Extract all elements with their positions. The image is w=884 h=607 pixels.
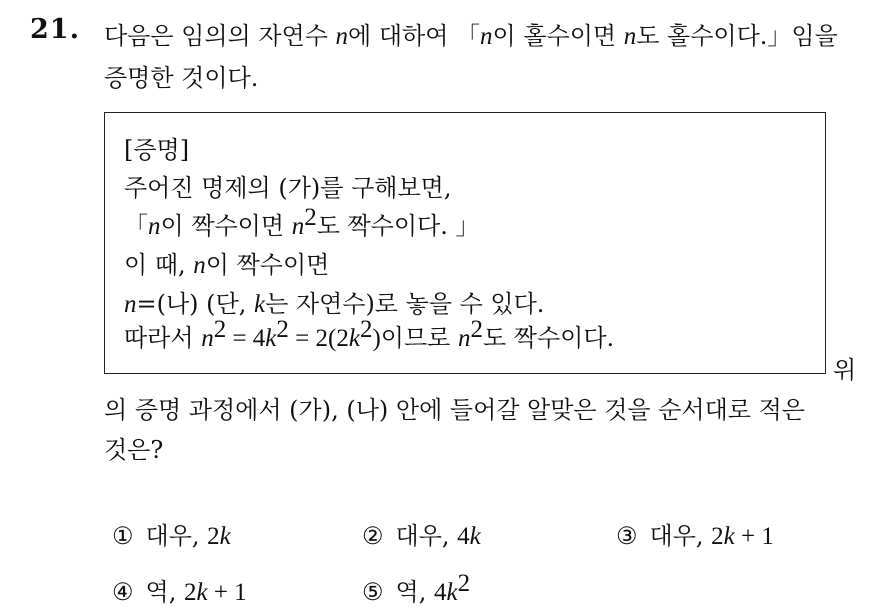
- option-expr-num: 2: [207, 523, 220, 550]
- option-expr-var: k: [219, 523, 231, 550]
- var-k: k: [348, 325, 360, 352]
- var-n: n: [623, 23, 637, 50]
- exponent: 2: [359, 316, 373, 343]
- proof-text: 도 짝수이다.: [316, 212, 456, 240]
- option-marker: ⑤: [362, 578, 384, 606]
- equation-part: ): [372, 325, 381, 352]
- bracket-open: 「: [456, 22, 481, 50]
- proof-line-1: 주어진 명제의 (가)를 구해보면,: [124, 174, 452, 202]
- var-n: n: [335, 23, 349, 50]
- option-marker: ③: [616, 522, 638, 550]
- var-n: n: [457, 325, 471, 352]
- option-2[interactable]: [362, 516, 481, 551]
- equation-part: = 4: [226, 325, 266, 352]
- stem-text: 다음은 임의의 자연수: [104, 22, 336, 50]
- question-tail-wi: 위: [833, 356, 857, 384]
- option-expr-num: 2: [711, 523, 724, 550]
- proof-line-3: [124, 245, 329, 280]
- option-word: 대우,: [649, 522, 712, 550]
- proof-line-2: [124, 206, 480, 241]
- question-stem-line-2: 증명한 것이다.: [104, 64, 259, 92]
- option-expr-rest: + 1: [734, 523, 774, 550]
- var-n: n: [124, 291, 137, 318]
- option-marker: ②: [362, 522, 384, 550]
- option-word: 역,: [145, 578, 184, 606]
- proof-line-4: [124, 284, 544, 319]
- proof-text: 이므로: [380, 324, 458, 352]
- option-word: 역,: [395, 578, 434, 606]
- proof-text: 이 짝수이면: [205, 251, 330, 279]
- option-expr-num: 4: [433, 579, 447, 606]
- option-expr-num: 2: [183, 579, 197, 606]
- option-expr-var: k: [446, 579, 458, 606]
- proof-text: 이 짝수이면: [160, 212, 292, 240]
- option-word: 대우,: [395, 522, 458, 550]
- exponent: 2: [304, 204, 317, 231]
- stem-text: 임을: [791, 22, 838, 50]
- option-expr-num: 4: [457, 523, 470, 550]
- equation-part: = 2(2: [288, 325, 349, 352]
- var-n: n: [193, 252, 206, 279]
- stem-text: 에 대하여: [348, 22, 457, 50]
- proof-line-5: [124, 318, 614, 353]
- question-ask-line-2: 것은?: [104, 436, 164, 464]
- option-expr-var: k: [723, 523, 735, 550]
- proof-heading: [증명]: [124, 136, 190, 164]
- bracket-open: 「: [124, 212, 148, 240]
- option-exponent: 2: [457, 570, 471, 597]
- option-expr-rest: + 1: [207, 579, 247, 606]
- var-k: k: [265, 325, 277, 352]
- var-k: k: [253, 291, 266, 318]
- exponent: 2: [470, 316, 483, 343]
- proof-text: 는 자연수)로 놓을 수 있다.: [265, 290, 545, 318]
- stem-text: 이 홀수이면: [492, 22, 624, 50]
- option-expr-var: k: [469, 523, 481, 550]
- proof-text: 따라서: [124, 324, 202, 352]
- question-ask-line-1: 의 증명 과정에서 (가), (나) 안에 들어갈 알맞은 것을 순서대로 적은: [104, 396, 805, 424]
- stem-text: 도 홀수이다.: [636, 22, 768, 50]
- var-n: n: [480, 23, 493, 50]
- option-expr-var: k: [196, 579, 208, 606]
- exponent: 2: [276, 316, 289, 343]
- proof-text: 도 짝수이다.: [482, 324, 615, 352]
- proof-text: =(나) (단,: [136, 290, 254, 318]
- var-n: n: [148, 213, 161, 240]
- var-n: n: [291, 213, 305, 240]
- option-marker: ④: [112, 578, 134, 606]
- option-1[interactable]: [112, 516, 231, 551]
- var-n: n: [201, 325, 214, 352]
- proof-text: 이 때,: [124, 251, 194, 279]
- option-word: 대우,: [145, 522, 208, 550]
- exponent: 2: [213, 316, 227, 343]
- question-number: 21.: [30, 14, 80, 45]
- bracket-close: 」: [455, 212, 480, 240]
- option-marker: ①: [112, 522, 134, 550]
- option-3[interactable]: [616, 516, 774, 551]
- bracket-close: 」: [767, 22, 792, 50]
- question-stem-line-1: [104, 16, 838, 51]
